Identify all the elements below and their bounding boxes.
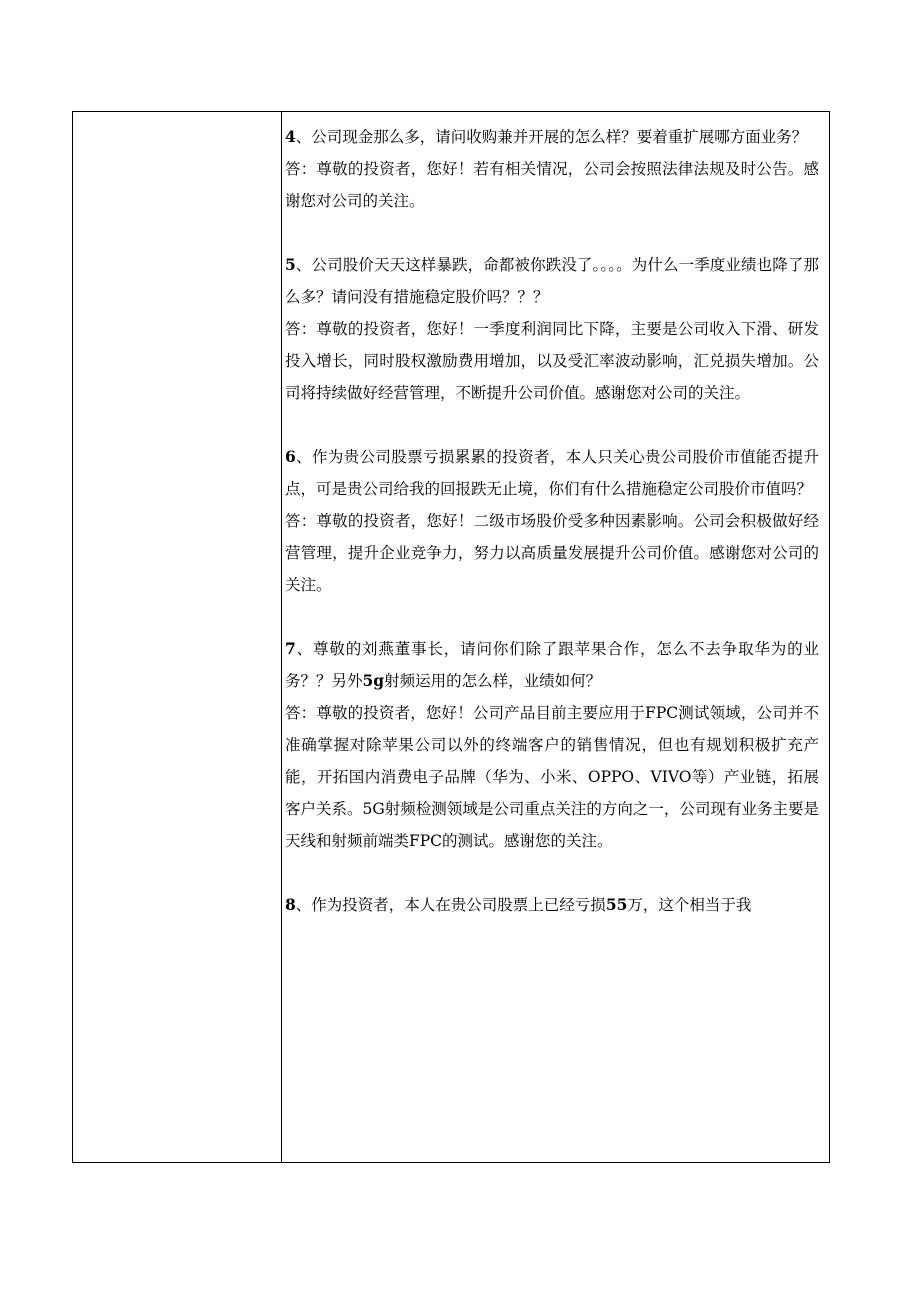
qa-item-6 bbox=[285, 441, 819, 601]
qa-table bbox=[72, 111, 830, 1163]
question-5: 5、公司股价天天这样暴跌，命都被你跌没了。。。。为什么一季度业绩也降了那么多？请问没有措施稳定股价吗？？？ bbox=[285, 255, 819, 306]
table-left-cell bbox=[73, 112, 282, 1162]
answer-6: 答：尊敬的投资者，您好！二级市场股价受多种因素影响。公司会积极做好经营管理，提升企业竞争力，努力以高质量发展提升公司价值。感谢您对公司的关注。 bbox=[285, 512, 819, 594]
question-4: 4、公司现金那么多，请问收购兼并开展的怎么样？要着重扩展哪方面业务？ bbox=[285, 127, 808, 146]
qa-item-5 bbox=[285, 249, 819, 409]
answer-7: 答：尊敬的投资者，您好！公司产品目前主要应用于FPC测试领域，公司并不准确掌握对除苹果公司以外的终端客户的销售情况，但也有规划积极扩充产能，开拓国内消费电子品牌（华为、小米、OPPO、VIVO等）产业链，拓展客户关系。5G射频检测领域是公司重点关注的方向之一，公司现有业务主要是天线和射频前端类FPC的测试。感谢您的关注。 bbox=[285, 704, 819, 850]
answer-4: 答：尊敬的投资者，您好！若有相关情况，公司会按照法律法规及时公告。感谢您对公司的关注。 bbox=[285, 160, 819, 210]
question-7: 7、尊敬的刘燕董事长，请问你们除了跟苹果合作，怎么不去争取华为的业务？？另外5g射频运用的怎么样，业绩如何？ bbox=[285, 639, 819, 690]
qa-item-7 bbox=[285, 633, 819, 857]
question-6: 6、作为贵公司股票亏损累累的投资者，本人只关心贵公司股价市值能否提升点，可是贵公司给我的回报跌无止境，你们有什么措施稳定公司股价市值吗？ bbox=[285, 447, 819, 498]
qa-item-8 bbox=[285, 889, 819, 921]
question-8: 8、作为投资者，本人在贵公司股票上已经亏损55万，这个相当于我 bbox=[285, 895, 752, 914]
qa-item-4 bbox=[285, 121, 819, 217]
table-right-cell bbox=[283, 112, 829, 1162]
answer-5: 答：尊敬的投资者，您好！一季度利润同比下降，主要是公司收入下滑、研发投入增长，同时股权激励费用增加，以及受汇率波动影响，汇兑损失增加。公司将持续做好经营管理，不断提升公司价值。感谢您对公司的关注。 bbox=[285, 320, 819, 402]
